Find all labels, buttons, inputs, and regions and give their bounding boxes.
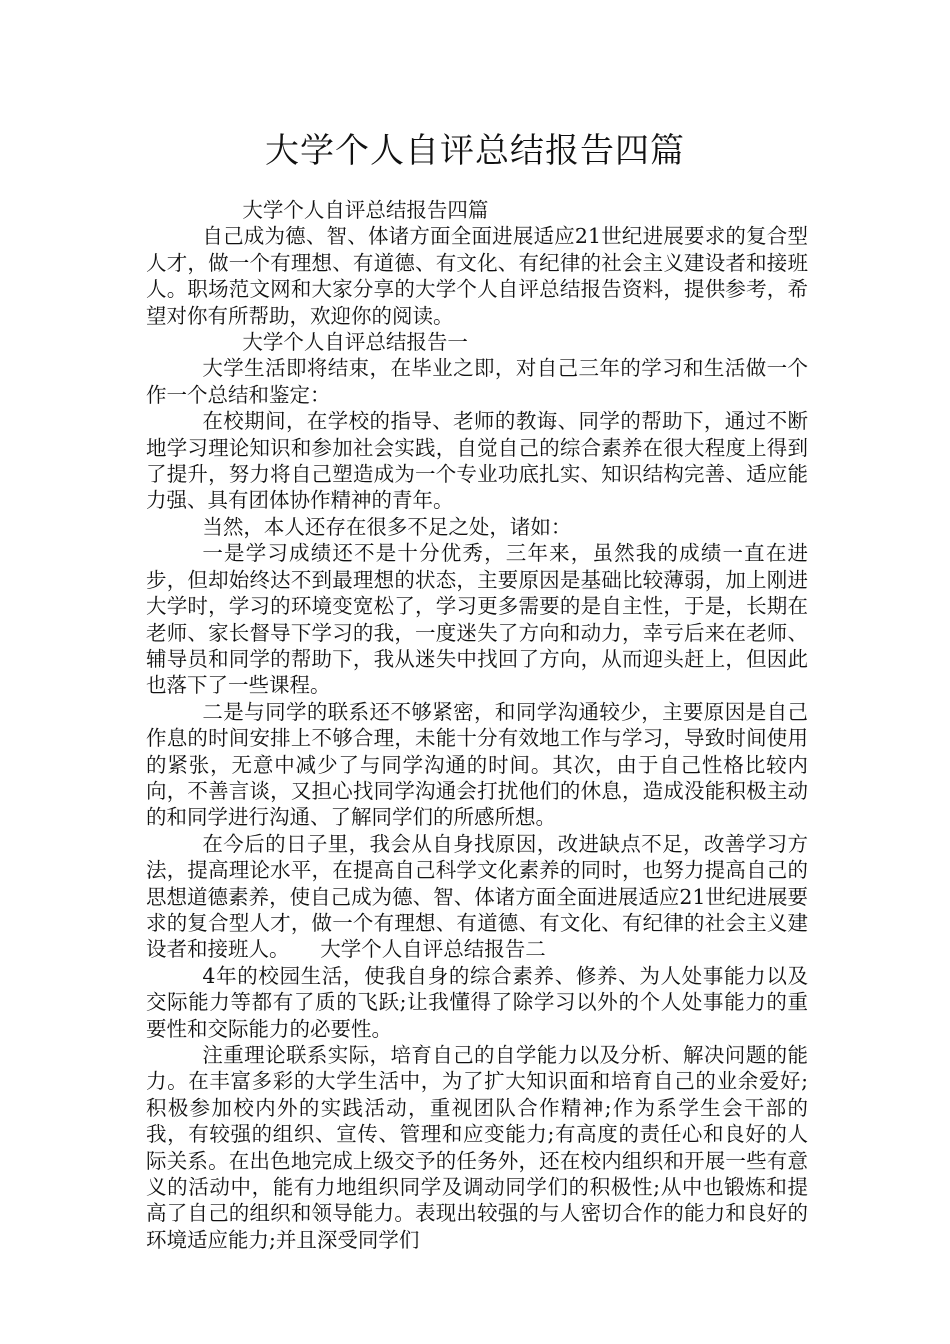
body-paragraph: 注重理论联系实际，培育自己的自学能力以及分析、解决问题的能力。在丰富多彩的大学生活中，为了扩大知识面和培育自己的业余爱好;积极参加校内外的实践活动，重视团队合作精神;作为系学生会干部的我，有较强的组织、宣传、管理和应变能力;有高度的责任心和良好的人际关系。在出色地完成上级交予的任务外，还在校内组织和开展一些有意义的活动中，能有力地组织同学及调动同学们的积极性;从中也锻炼和提高了自己的组织和领导能力。表现出较强的与人密切合作的能力和良好的环境适应能力;并且深受同学们 (146, 1043, 808, 1252)
document-body (146, 197, 808, 1253)
document-subtitle: 大学个人自评总结报告四篇 (242, 198, 489, 222)
section-heading-1: 大学个人自评总结报告一 (242, 330, 468, 355)
body-paragraph: 在今后的日子里，我会从自身找原因，改进缺点不足，改善学习方法，提高理论水平，在提高自己科学文化素养的同时，也努力提高自己的思想道德素养，使自己成为德、智、体诸方面全面进展适应21世纪进展要求的复合型人才，做一个有理想、有道德、有文化、有纪律的社会主义建设者和接班人。 大学个人自评总结报告二 (146, 831, 808, 962)
body-paragraph: 当然，本人还存在很多不足之处，诸如： (202, 514, 572, 539)
body-paragraph: 大学生活即将结束，在毕业之即，对自己三年的学习和生活做一个作一个总结和鉴定： (146, 356, 808, 407)
intro-paragraph: 自己成为德、智、体诸方面全面进展适应21世纪进展要求的复合型人才，做一个有理想、有道德、有文化、有纪律的社会主义建设者和接班人。职场范文网和大家分享的大学个人自评总结报告资料，提供参考，希望对你有所帮助，欢迎你的阅读。 (146, 224, 808, 328)
body-paragraph: 在校期间，在学校的指导、老师的教诲、同学的帮助下，通过不断地学习理论知识和参加社会实践，自觉自己的综合素养在很大程度上得到了提升，努力将自己塑造成为一个专业功底扎实、知识结构完善、适应能力强、具有团体协作精神的青年。 (146, 409, 808, 513)
body-paragraph: 4年的校园生活，使我自身的综合素养、修养、为人处事能力以及交际能力等都有了质的飞跃;让我懂得了除学习以外的个人处事能力的重要性和交际能力的必要性。 (146, 963, 808, 1041)
document-title: 大学个人自评总结报告四篇 (265, 131, 685, 171)
body-paragraph: 二是与同学的联系还不够紧密，和同学沟通较少，主要原因是自己作息的时间安排上不够合理，未能十分有效地工作与学习，导致时间使用的紧张，无意中减少了与同学沟通的时间。其次，由于自己性格比较内向，不善言谈，又担心找同学沟通会打扰他们的休息，造成没能积极主动的和同学进行沟通、了解同学们的所感所想。 (146, 699, 808, 830)
body-paragraph: 一是学习成绩还不是十分优秀，三年来，虽然我的成绩一直在进步，但却始终达不到最理想的状态，主要原因是基础比较薄弱，加上刚进大学时，学习的环境变宽松了，学习更多需要的是自主性，于是，长期在老师、家长督导下学习的我，一度迷失了方向和动力，幸亏后来在老师、辅导员和同学的帮助下，我从迷失中找回了方向，从而迎头赶上，但因此也落下了一些课程。 (146, 541, 808, 698)
